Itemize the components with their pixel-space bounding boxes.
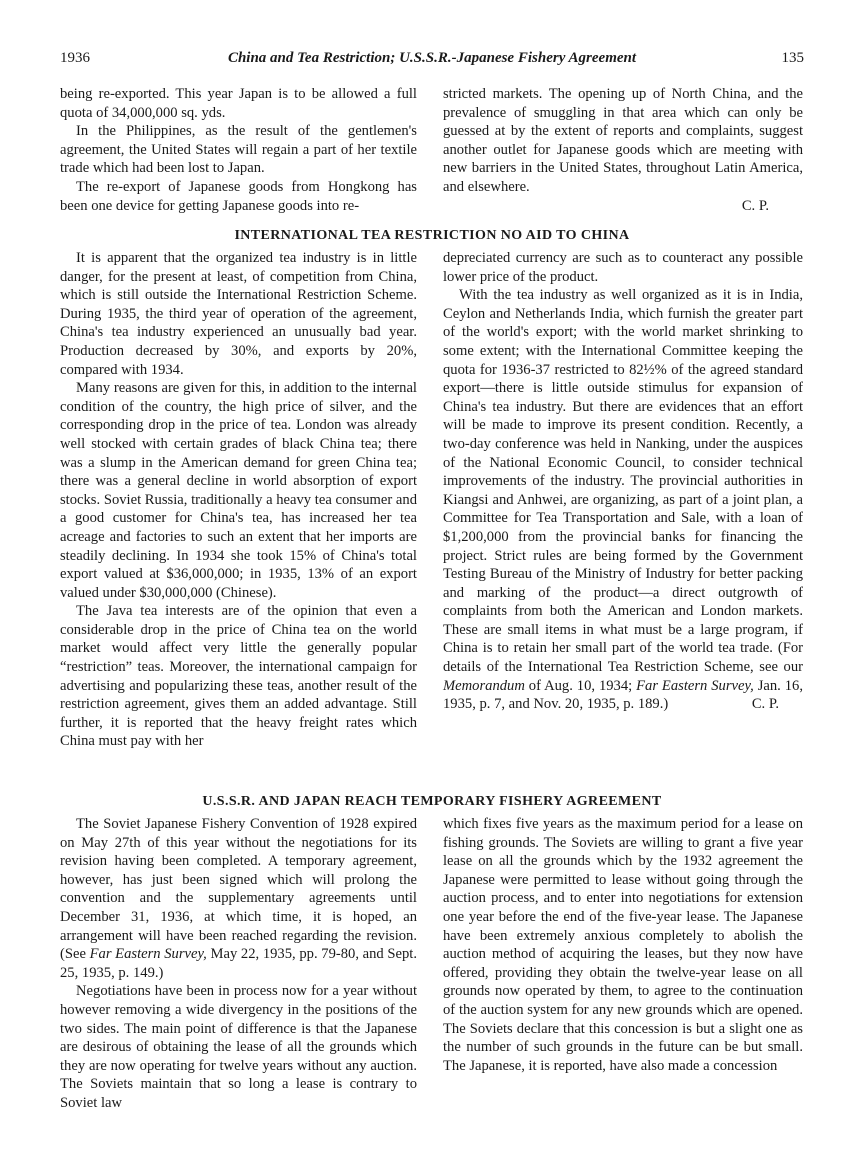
tea-left-column xyxy=(60,249,417,751)
paragraph: Many reasons are given for this, in addition to the internal condition of the country, the high price of silver, and the corresponding drop in the price of tea. London was already well stocked with certain grades of black China tea; there was a slump in the American demand for green China tea; there was a general decline in world absorption of export stocks. Soviet Russia, traditionally a heavy tea consumer and a good customer for China's tea, has increased her tea acreage and factories to such an extent that her imports are steadily declining. In 1934 she took 15% of China's total export valued at $36,000,000; in 1935, 13% of an export valued under $30,000,000 (Chinese). xyxy=(60,380,417,601)
signature: C. P. xyxy=(741,197,769,214)
paragraph-text: May 22, 1935, pp. 79-80, and Sept. 25, 1935, p. 149.) xyxy=(60,946,417,981)
reference-survey: Far Eastern Survey, xyxy=(636,677,754,694)
paragraph: Negotiations have been in process now for a year without however removing a wide divergency in the positions of the two sides. The main point of difference is that the Japanese are desirous of obtaining the lease of all the grounds which they are now operating for twelve years without any auction. The Soviets maintain that so long a lease is contrary to Soviet law xyxy=(60,983,417,1111)
fishery-left-column xyxy=(60,815,417,1113)
paragraph: In the Philippines, as the result of the gentlemen's agreement, the United States will regain a part of her textile trade which had been lost to Japan. xyxy=(60,123,417,177)
reference-text: Jan. 16, 1935, p. 7, and Nov. 20, 1935, p. 189.) xyxy=(443,677,803,713)
tea-right-column xyxy=(443,249,803,714)
paragraph-text: The Soviet Japanese Fishery Convention of 1928 expired on May 27th of this year without the negotiations for its revision having been completed. A temporary agreement, however, has just been signed which will prolong the convention and the supplementary agreements until December 31, 1936, at which time, it is hoped, an arrangement will have been reached regarding the revision. (See xyxy=(60,816,417,963)
paragraph: being re-exported. This year Japan is to be allowed a full quota of 34,000,000 sq. yds. xyxy=(60,86,417,121)
paragraph: stricted markets. The opening up of North China, and the prevalence of smuggling in that area which can only be guessed at by the extent of reports and complaints, suggest another outlet for Japanese goods which are meeting with new barriers in the United States, throughout Latin America, and elsewhere. xyxy=(443,86,803,195)
reference-text: of Aug. 10, 1934; xyxy=(524,677,637,694)
reference-survey: Far Eastern Survey, xyxy=(89,946,207,963)
paragraph xyxy=(60,815,417,982)
paragraph: The re-export of Japanese goods from Hongkong has been one device for getting Japanese goods into re- xyxy=(60,178,417,214)
fishery-right-column xyxy=(443,815,803,1075)
header-title: China and Tea Restriction; U.S.S.R.-Japanese Fishery Agreement xyxy=(227,50,637,66)
paragraph: which fixes five years as the maximum period for a lease on fishing grounds. The Soviets are willing to grant a five year lease on all the grounds which by the 1932 agreement the Japanese were permitted to lease without going through the auction process, and to enter into negotiations for extension one year before the end of the five-year lease. The Japanese have been extremely anxious completely to abolish the auction method of acquiring the leases, but they now have offered, providing they obtain the twelve-year lease on all grounds now operated by them, to agree to the continuation of the auction system for any new grounds which are opened. The Soviets declare that this concession is but a slight one as the number of such grounds in the future can be but small. The Japanese, it is reported, have also made a concession xyxy=(443,816,803,1074)
header-page-number: 135 xyxy=(781,50,804,66)
top-left-column xyxy=(60,85,417,215)
running-header xyxy=(60,47,804,69)
header-year: 1936 xyxy=(60,50,90,66)
paragraph xyxy=(443,286,803,714)
paragraph: It is apparent that the organized tea industry is in little danger, for the present at least, of competition from China, which is still outside the International Restriction Scheme. During 1935, the third year of operation of the agreement, China's tea industry experienced an unusually bad year. Production decreased by 30%, and exports by 20%, compared with 1934. xyxy=(60,250,417,378)
signature: C. P. xyxy=(751,696,779,713)
paragraph: depreciated currency are such as to counteract any possible lower price of the product. xyxy=(443,250,803,285)
top-right-column xyxy=(443,85,803,215)
reference-memorandum: Memorandum xyxy=(443,677,525,694)
article-heading-tea: INTERNATIONAL TEA RESTRICTION NO AID TO CHINA xyxy=(234,228,630,243)
article-heading-fishery: U.S.S.R. AND JAPAN REACH TEMPORARY FISHERY AGREEMENT xyxy=(202,794,662,809)
paragraph: The Java tea interests are of the opinion that even a considerable drop in the price of China tea on the world market would affect very little the generally popular “restriction” teas. Moreover, the international campaign for advertising and popularizing these teas, another result of the restriction agreement, gives them an added advantage. Still further, it is reported that the heavy freight rates which China must pay with her xyxy=(60,603,417,750)
paragraph-text: With the tea industry as well organized as it is in India, Ceylon and Netherlands India, which furnish the greater part of the world's export; with the world market shrinking to some extent; with the International Committee keeping the quota for 1936-37 restricted to 82½% of the agreed standard export—there is little outside stimulus for expansion of China's tea industry. But there are evidences that an effort will be made to improve its present condition. Recently, a two-day conference was held in Nanking, under the auspices of the National Economic Council, to consider technical improvements of the industry. The provincial authorities in Kiangsi and Anhwei, are organizing, as part of a joint plan, a Committee for Tea Transportation and Sale, with a loan of $1,200,000 from the provincial banks for financing the project. Strict rules are being formed by the Government Testing Bureau of the Ministry of Industry for better packing and marking of the product—a direct outgrowth of complaints from both the American and London markets. These are small items in what must be a large program, if China is to retain her small part of the world tea trade. (For details of the International Tea Restriction Scheme, see our xyxy=(443,287,803,676)
